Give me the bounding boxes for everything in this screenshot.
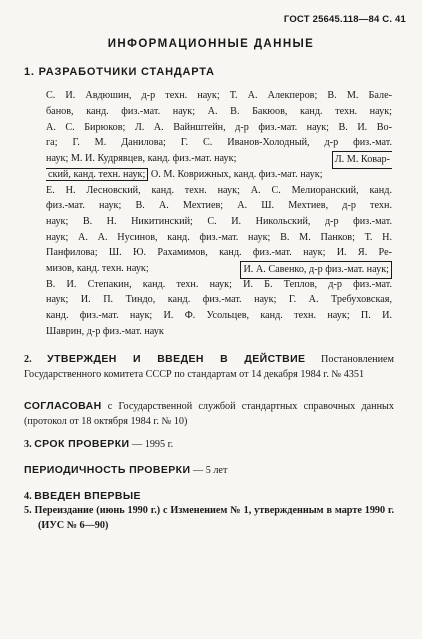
section-number: 4. xyxy=(24,491,32,502)
section-heading: УТВЕРЖДЕН И ВВЕДЕН В ДЕЙСТВИЕ xyxy=(47,353,306,365)
section-text: с Государственной службой стандартных справочных данных (протокол от 18 октября 1984 г. № 10) xyxy=(24,401,394,427)
periodicity-block xyxy=(24,463,394,479)
developers-line: Панфилова; Ш. Ю. Рахамимов, канд. физ.-мат. наук; И. Я. Ре- xyxy=(46,247,392,258)
section-1-heading xyxy=(24,66,215,78)
section-4 xyxy=(24,489,394,505)
section-number: 3. xyxy=(24,439,32,450)
developers-line: банов, канд. физ.-мат. наук; А. В. Бакюов, канд. техн. наук; xyxy=(46,106,392,117)
section-heading: РАЗРАБОТЧИКИ СТАНДАРТА xyxy=(38,66,215,78)
developers-text: О. М. Коврижных, канд. физ.-мат. наук; xyxy=(150,169,323,180)
page-title: ИНФОРМАЦИОННЫЕ ДАННЫЕ xyxy=(107,38,315,50)
section-heading: СОГЛАСОВАН xyxy=(24,400,102,412)
developers-line xyxy=(46,167,392,183)
section-value: — 1995 г. xyxy=(132,439,174,450)
developers-line: физ.-мат. наук; В. А. Мехтиев; А. Ш. Мехтиев, д-р техн. xyxy=(46,200,392,211)
developers-line: А. С. Бирюков; Л. А. Вайнштейн, д-р физ.-мат. наук; В. И. Во- xyxy=(46,122,392,133)
developers-line: В. И. Степакин, канд. техн. наук; И. Б. Теплов, д-р физ.-мат. xyxy=(46,279,392,290)
developers-line: наук; А. А. Нусинов, канд. физ.-мат. наук; В. М. Панков; Т. Н. xyxy=(46,232,392,243)
developers-text: наук; М. И. Кудрявцев, канд. физ.-мат. наук; xyxy=(46,153,237,164)
section-text: Постановлением Государственного комитета СССР по стандартам от 14 декабря 1984 г. № 4351 xyxy=(24,354,395,380)
section-heading: ПЕРИОДИЧНОСТЬ ПРОВЕРКИ xyxy=(24,464,191,476)
page-header: ГОСТ 25645.118—84 С. 41 xyxy=(283,14,406,25)
developers-line: наук; В. Н. Никитинский; С. И. Никольский, д-р физ.-мат. xyxy=(46,216,392,227)
section-number: 5. xyxy=(24,505,32,516)
developers-line: С. И. Авдюшин, д-р техн. наук; Т. А. Алекперов; В. М. Бале- xyxy=(46,90,392,101)
developers-line: га; Г. М. Данилова; Г. С. Иванов-Холодный, д-р физ.-мат. xyxy=(46,137,392,148)
developers-line xyxy=(46,261,392,279)
developers-line: наук; И. П. Тиндо, канд. физ.-мат. наук; Г. А. Требуховская, xyxy=(46,294,392,305)
section-text: Переиздание (июнь 1990 г.) с Изменением № 1, утвержденным в марте 1990 г. (ИУС № 6—90) xyxy=(34,505,394,531)
section-heading: СРОК ПРОВЕРКИ xyxy=(34,438,130,450)
section-5 xyxy=(24,504,394,533)
section-number: 2. xyxy=(24,354,32,365)
section-number: 1. xyxy=(24,66,35,78)
developers-line: Шаврин, д-р физ.-мат. наук xyxy=(46,326,164,337)
agreed-block xyxy=(24,399,394,429)
developers-line: канд. физ.-мат. наук; И. Ф. Усольцев, канд. техн. наук; П. И. xyxy=(46,310,392,321)
boxed-name: ский, канд. техн. наук; xyxy=(46,168,148,181)
section-2 xyxy=(24,352,394,382)
developers-line: Е. Н. Лесновский, канд. техн. наук; А. С. Мелиоранский, канд. xyxy=(46,185,392,196)
section-value: — 5 лет xyxy=(192,465,228,476)
section-3 xyxy=(24,437,394,453)
developers-line xyxy=(46,151,392,169)
boxed-name: Л. М. Ковар- xyxy=(332,151,392,169)
section-heading: ВВЕДЕН ВПЕРВЫЕ xyxy=(34,490,141,502)
developers-text: мизов, канд. техн. наук; xyxy=(46,263,149,274)
boxed-name: И. А. Савенко, д-р физ.-мат. наук; xyxy=(240,261,392,279)
